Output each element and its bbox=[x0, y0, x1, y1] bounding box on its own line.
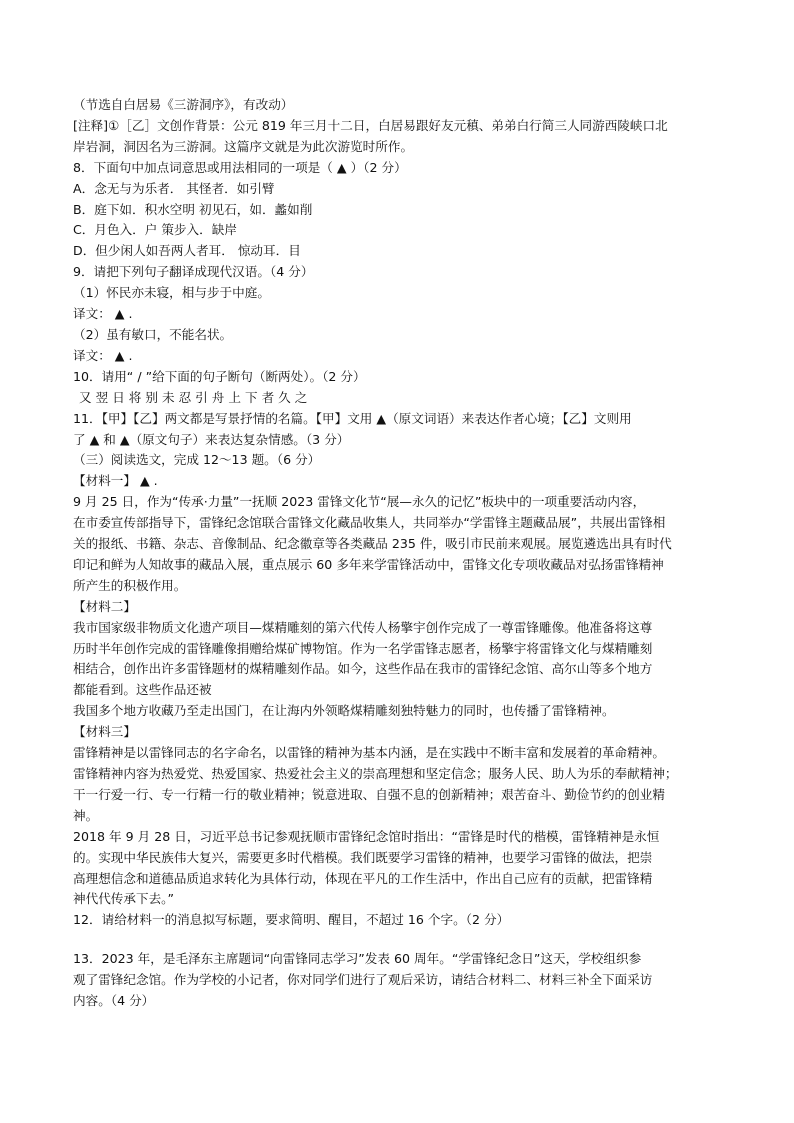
material-1-line-5: 所产生的积极作用。 bbox=[73, 577, 187, 593]
question-11-line-2: 了 ▲ 和 ▲（原文句子）来表达复杂情感。（3 分） bbox=[73, 431, 350, 447]
option-c: C．月色入．户 策步入．缺岸 bbox=[73, 222, 237, 238]
option-d: D．但少闲人如吾两人者耳． 惊动耳．目 bbox=[73, 243, 301, 259]
material-2-heading: 【材料二】 bbox=[73, 598, 136, 614]
material-3-line-2: 雷锋精神内容为热爱党、热爱国家、热爱社会主义的崇高理想和坚定信念；服务人民、助人为乐的奉献精神； bbox=[73, 766, 678, 781]
section-3-heading: （三）阅读选文，完成 12～13 题。（6 分） bbox=[73, 452, 321, 468]
material-2-line-4: 都能看到。这些作品还被 bbox=[73, 682, 212, 698]
question-9-sentence-1: （1）怀民亦未寝，相与步于中庭。 bbox=[73, 285, 270, 301]
material-3-line-5: 2018 年 9 月 28 日，习近平总书记参观抚顺市雷锋纪念馆时指出：“雷锋是时代的楷模，雷锋精神是永恒 bbox=[73, 828, 660, 844]
material-2-line-5: 我国多个地方收藏乃至走出国门，在让海内外领略煤精雕刻独特魅力的同时，也传播了雷锋精神。 bbox=[73, 703, 615, 719]
material-2-line-2: 历时半年创作完成的雷锋雕像捐赠给煤矿博物馆。作为一名学雷锋志愿者，杨擎宇将雷锋文化与煤精雕刻 bbox=[73, 640, 653, 656]
annotation-line-2: 岸岩洞，洞因名为三游洞。这篇序文就是为此次游览时所作。 bbox=[73, 138, 414, 154]
option-a: A．念无与为乐者． 其怪者．如引臂 bbox=[73, 180, 275, 196]
material-3-line-3: 干一行爱一行、专一行精一行的敬业精神；锐意进取、自强不息的创新精神；艰苦奋斗、勤俭节约的创业精 bbox=[73, 786, 665, 802]
document-page bbox=[73, 95, 723, 1012]
source-note: （节选自白居易《三游洞序》，有改动） bbox=[73, 97, 294, 112]
option-b: B．庭下如．积水空明 初见石，如．蠡如削 bbox=[73, 201, 313, 217]
question-13-line-1: 13．2023 年，是毛泽东主席题词“向雷锋同志学习”发表 60 周年。“学雷锋纪念日”这天，学校组织参 bbox=[73, 951, 642, 967]
annotation-line-1: [注释]①［乙］文创作背景：公元 819 年三月十二日，白居易跟好友元稹、弟弟白行简三人同游西陵峡口北 bbox=[73, 117, 668, 133]
material-2-line-3: 相结合，创作出许多雷锋题材的煤精雕刻作品。如今，这些作品在我市的雷锋纪念馆、高尔山等多个地方 bbox=[73, 661, 653, 677]
translation-1: 译文： ▲ . bbox=[73, 306, 133, 322]
question-13-line-2: 观了雷锋纪念馆。作为学校的小记者，你对同学们进行了观后采访，请结合材料二、材料三补全下面采访 bbox=[73, 972, 653, 988]
material-3-line-1: 雷锋精神是以雷锋同志的名字命名，以雷锋的精神为基本内涵，是在实践中不断丰富和发展着的革命精神。 bbox=[73, 745, 665, 761]
translation-2: 译文： ▲ . bbox=[73, 347, 133, 363]
material-1-line-1: 9 月 25 日，作为“传承·力量”一抚顺 2023 雷锋文化节“展—永久的记忆”板块中的一项重要活动内容， bbox=[73, 494, 646, 510]
blank-gap bbox=[73, 931, 723, 949]
material-3-line-6: 的。实现中华民族伟大复兴，需要更多时代楷模。我们既要学习雷锋的精神，也要学习雷锋的做法，把崇 bbox=[73, 849, 653, 865]
question-9: 9．请把下列句子翻译成现代汉语。（4 分） bbox=[73, 264, 314, 280]
question-13-line-3: 内容。（4 分） bbox=[73, 993, 155, 1009]
material-3-heading: 【材料三】 bbox=[73, 724, 136, 740]
material-2-line-1: 我市国家级非物质文化遗产项目—煤精雕刻的第六代传人杨擎宇创作完成了一尊雷锋雕像。他准备将这尊 bbox=[73, 619, 653, 635]
material-1-line-3: 关的报纸、书籍、杂志、音像制品、纪念徽章等各类藏品 235 件，吸引市民前来观展。展览遴选出具有时代 bbox=[73, 536, 672, 552]
material-1-heading: 【材料一】 ▲ . bbox=[73, 473, 158, 489]
material-1-line-2: 在市委宣传部指导下，雷锋纪念馆联合雷锋文化藏品收集人，共同举办“学雷锋主题藏品展”，共展出雷锋相 bbox=[73, 515, 666, 531]
material-1-line-4: 印记和鲜为人知故事的藏品入展，重点展示 60 多年来学雷锋活动中，雷锋文化专项收藏品对弘扬雷锋精神 bbox=[73, 556, 664, 572]
question-10: 10．请用“ / ”给下面的句子断句（断两处）。（2 分） bbox=[73, 368, 366, 384]
question-10-sentence: 又 翌 日 将 别 未 忍 引 舟 上 下 者 久 之 bbox=[79, 389, 308, 405]
question-8: 8．下面句中加点词意思或用法相同的一项是（ ▲ ）（2 分） bbox=[73, 159, 407, 175]
material-3-line-8: 神代代传承下去。” bbox=[73, 891, 174, 907]
material-3-line-7: 高理想信念和道德品质追求转化为具体行动，体现在平凡的工作生活中，作出自己应有的贡献，把雷锋精 bbox=[73, 870, 653, 886]
question-9-sentence-2: （2）虽有敏口，不能名状。 bbox=[73, 326, 233, 342]
material-3-line-4: 神。 bbox=[73, 807, 99, 823]
question-11-line-1: 11．【甲】【乙】两文都是写景抒情的名篇。【甲】文用 ▲（原文词语）来表达作者心境；【乙】文则用 bbox=[73, 410, 632, 426]
question-12: 12．请给材料一的消息拟写标题，要求简明、醒目，不超过 16 个字。（2 分） bbox=[73, 912, 510, 928]
